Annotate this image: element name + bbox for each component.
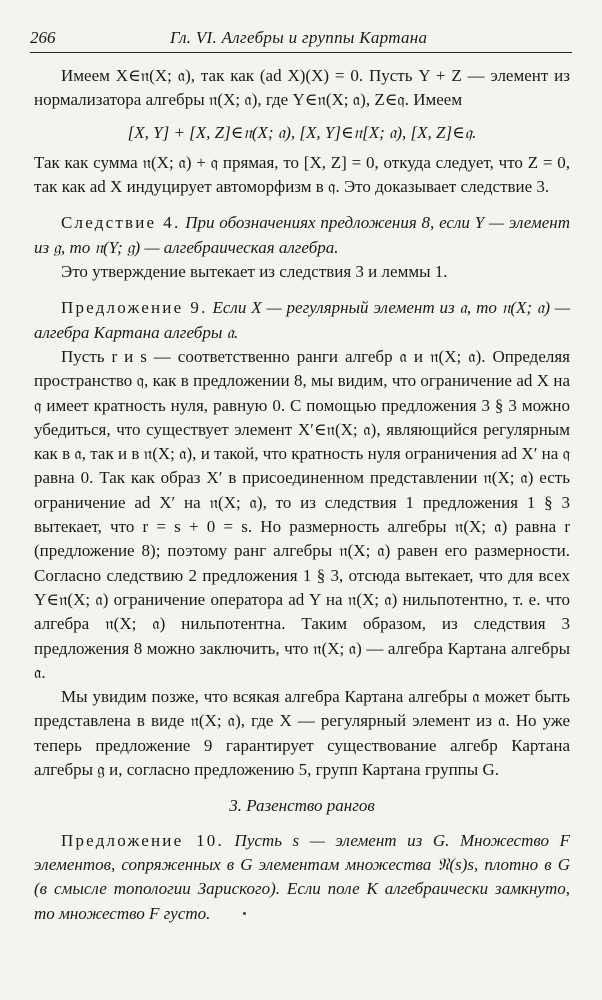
section-heading: 3. Разенство рангов xyxy=(229,796,375,816)
proposition-9 xyxy=(34,296,570,345)
proposition-label: Предложение 9. xyxy=(61,298,208,318)
corollary-label: Следствие 4. xyxy=(61,213,181,233)
proposition-10 xyxy=(34,829,570,926)
page-body xyxy=(34,64,570,926)
proposition-statement: Если X — регулярный элемент из 𝔞, то 𝔫(X; 𝔞) — алгебра Картана алгебры 𝔞. xyxy=(34,298,570,342)
running-header xyxy=(30,28,572,53)
corollary-statement: При обозначениях предложения 8, если Y — элемент из 𝔤, то 𝔫(Y; 𝔤) — алгебраическая алгебра. xyxy=(34,213,571,257)
proposition-statement: Пусть s — элемент из G. Множество F элементов, сопряженных в G элементам множества 𝔑(s)s, плотно в G (в смысле топологии Зариского). Если поле K алгебраически замкнуто, то множество F густо. xyxy=(34,830,570,923)
chapter-title: Гл. VI. Алгебры и группы Картана xyxy=(170,28,428,47)
paragraph: Мы увидим позже, что всякая алгебра Картана алгебры 𝔞 может быть представлена в виде 𝔫(X; 𝔞), где X — регулярный элемент из 𝔞. Но уже теперь предложение 9 гарантирует существование алгебр Картана алгебры 𝔤 и, согласно предложению 5, групп Картана группы G. xyxy=(34,687,570,780)
paragraph: Так как сумма 𝔫(X; 𝔞) + 𝔮 прямая, то [X, Z] = 0, откуда следует, что Z = 0, так как ad X индуцирует автоморфизм в 𝔮. Это доказывает следствие 3. xyxy=(34,152,570,197)
paragraph: Имеем X∈𝔫(X; 𝔞), так как (ad X)(X) = 0. Пусть Y + Z — элемент из нормализатора алгебры 𝔫(X; 𝔞), где Y∈𝔫(X; 𝔞), Z∈𝔮. Имеем xyxy=(34,66,570,110)
corollary-4 xyxy=(34,211,570,260)
proposition-label: Предложение 10. xyxy=(61,830,224,850)
paragraph: Пусть r и s — соответственно ранги алгебр 𝔞 и 𝔫(X; 𝔞). Определяя пространство 𝔮, как в предложении 8, мы видим, что ограничение ad X на 𝔮 имеет кратность нуля, равную 0. С помощью предложения 3 § 3 можно убедиться, что существует элемент X′∈𝔫(X; 𝔞), являющийся регулярным как в 𝔞, так и в 𝔫(X; 𝔞), и такой, что кратность нуля ограничения ad X′ на 𝔮 равна 0. Так как образ X′ в присоединенном представлении 𝔫(X; 𝔞) есть ограничение ad X′ на 𝔫(X; 𝔞), то из следствия 1 предложения 1 § 3 вытекает, что r = s + 0 = s. Но размерность алгебры 𝔫(X; 𝔞) равна r (предложение 8); поэтому ранг алгебры 𝔫(X; 𝔞) равен его размерности. Согласно следствию 2 предложения 1 § 3, отсюда вытекает, что для всех Y∈𝔫(X; 𝔞) ограничение оператора ad Y на 𝔫(X; 𝔞) нильпотентно, т. е. что алгебра 𝔫(X; 𝔞) нильпотентна. Таким образом, из следствия 3 предложения 8 можно заключить, что 𝔫(X; 𝔞) — алгебра Картана алгебры 𝔞. xyxy=(34,346,570,682)
page-number: 266 xyxy=(30,28,56,47)
paragraph: Это утверждение вытекает из следствия 3 и леммы 1. xyxy=(61,262,448,282)
print-speck xyxy=(243,912,246,915)
display-formula: [X, Y] + [X, Z]∈𝔫(X; 𝔞), [X, Y]∈𝔫[X; 𝔞), [X, Z]∈𝔮. xyxy=(127,122,477,142)
